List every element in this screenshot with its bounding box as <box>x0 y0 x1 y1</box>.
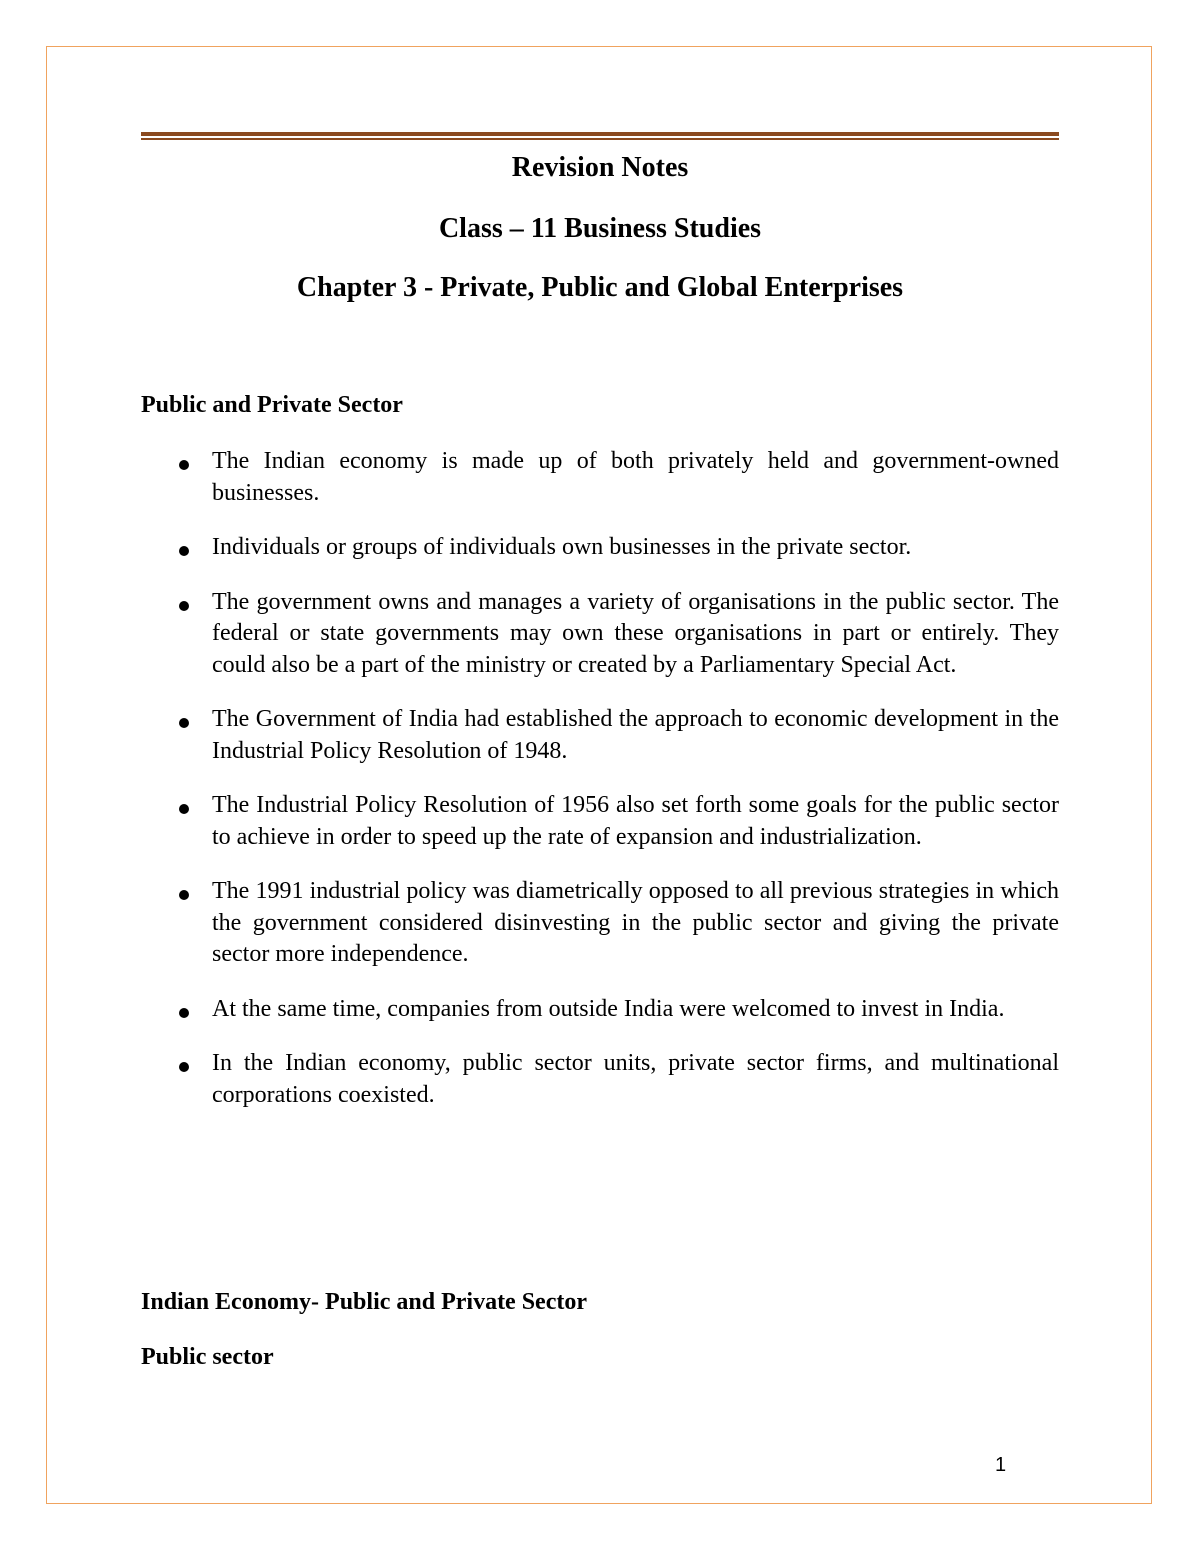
page-number: 1 <box>995 1454 1007 1476</box>
list-item-text: The Indian economy is made up of both privately held and government-owned businesses. <box>212 448 1059 506</box>
list-item <box>141 532 1059 564</box>
list-item <box>141 1048 1059 1111</box>
bullet-icon <box>179 1008 189 1018</box>
list-item <box>141 790 1059 853</box>
list-item-text: In the Indian economy, public sector units, private sector firms, and multinational corporations coexisted. <box>212 1050 1059 1108</box>
list-item-text: Individuals or groups of individuals own businesses in the private sector. <box>212 534 912 560</box>
bullet-icon <box>179 804 189 814</box>
list-item-text: The Industrial Policy Resolution of 1956 also set forth some goals for the public sector to achieve in order to speed up the rate of expansion and industrialization. <box>212 792 1059 850</box>
list-item <box>141 876 1059 971</box>
section-heading-public-sector: Public sector <box>141 1344 274 1370</box>
class-line: Class – 11 Business Studies <box>438 213 762 244</box>
list-item <box>141 704 1059 767</box>
list-item-text: The 1991 industrial policy was diametrically opposed to all previous strategies in which the government considered disinvesting in the public sector and giving the private sector more independence. <box>212 878 1059 967</box>
bullet-icon <box>179 546 189 556</box>
list-item-text: The government owns and manages a variety of organisations in the public sector. The federal or state governments may own these organisations in part or entirely. They could also be a part of the ministry or created by a Parliamentary Special Act. <box>212 588 1059 678</box>
bullet-icon <box>179 718 189 728</box>
bullet-icon <box>179 601 189 611</box>
header-rule-thick <box>141 132 1059 136</box>
list-item <box>141 994 1059 1026</box>
bullet-list <box>141 446 1059 1134</box>
section-heading-public-private: Public and Private Sector <box>141 392 403 418</box>
chapter-line: Chapter 3 - Private, Public and Global Enterprises <box>296 272 904 303</box>
list-item-text: The Government of India had established the approach to economic development in the Industrial Policy Resolution of 1948. <box>212 706 1059 764</box>
list-item <box>141 446 1059 509</box>
document-title: Revision Notes <box>511 152 689 183</box>
header-rule <box>141 132 1059 140</box>
bullet-icon <box>179 1062 189 1072</box>
bullet-icon <box>179 890 189 900</box>
bullet-icon <box>179 460 189 470</box>
list-item-text: At the same time, companies from outside India were welcomed to invest in India. <box>212 995 1005 1022</box>
list-item <box>141 587 1059 682</box>
section-heading-indian-economy: Indian Economy- Public and Private Sector <box>141 1289 588 1315</box>
header-rule-thin <box>141 138 1059 140</box>
